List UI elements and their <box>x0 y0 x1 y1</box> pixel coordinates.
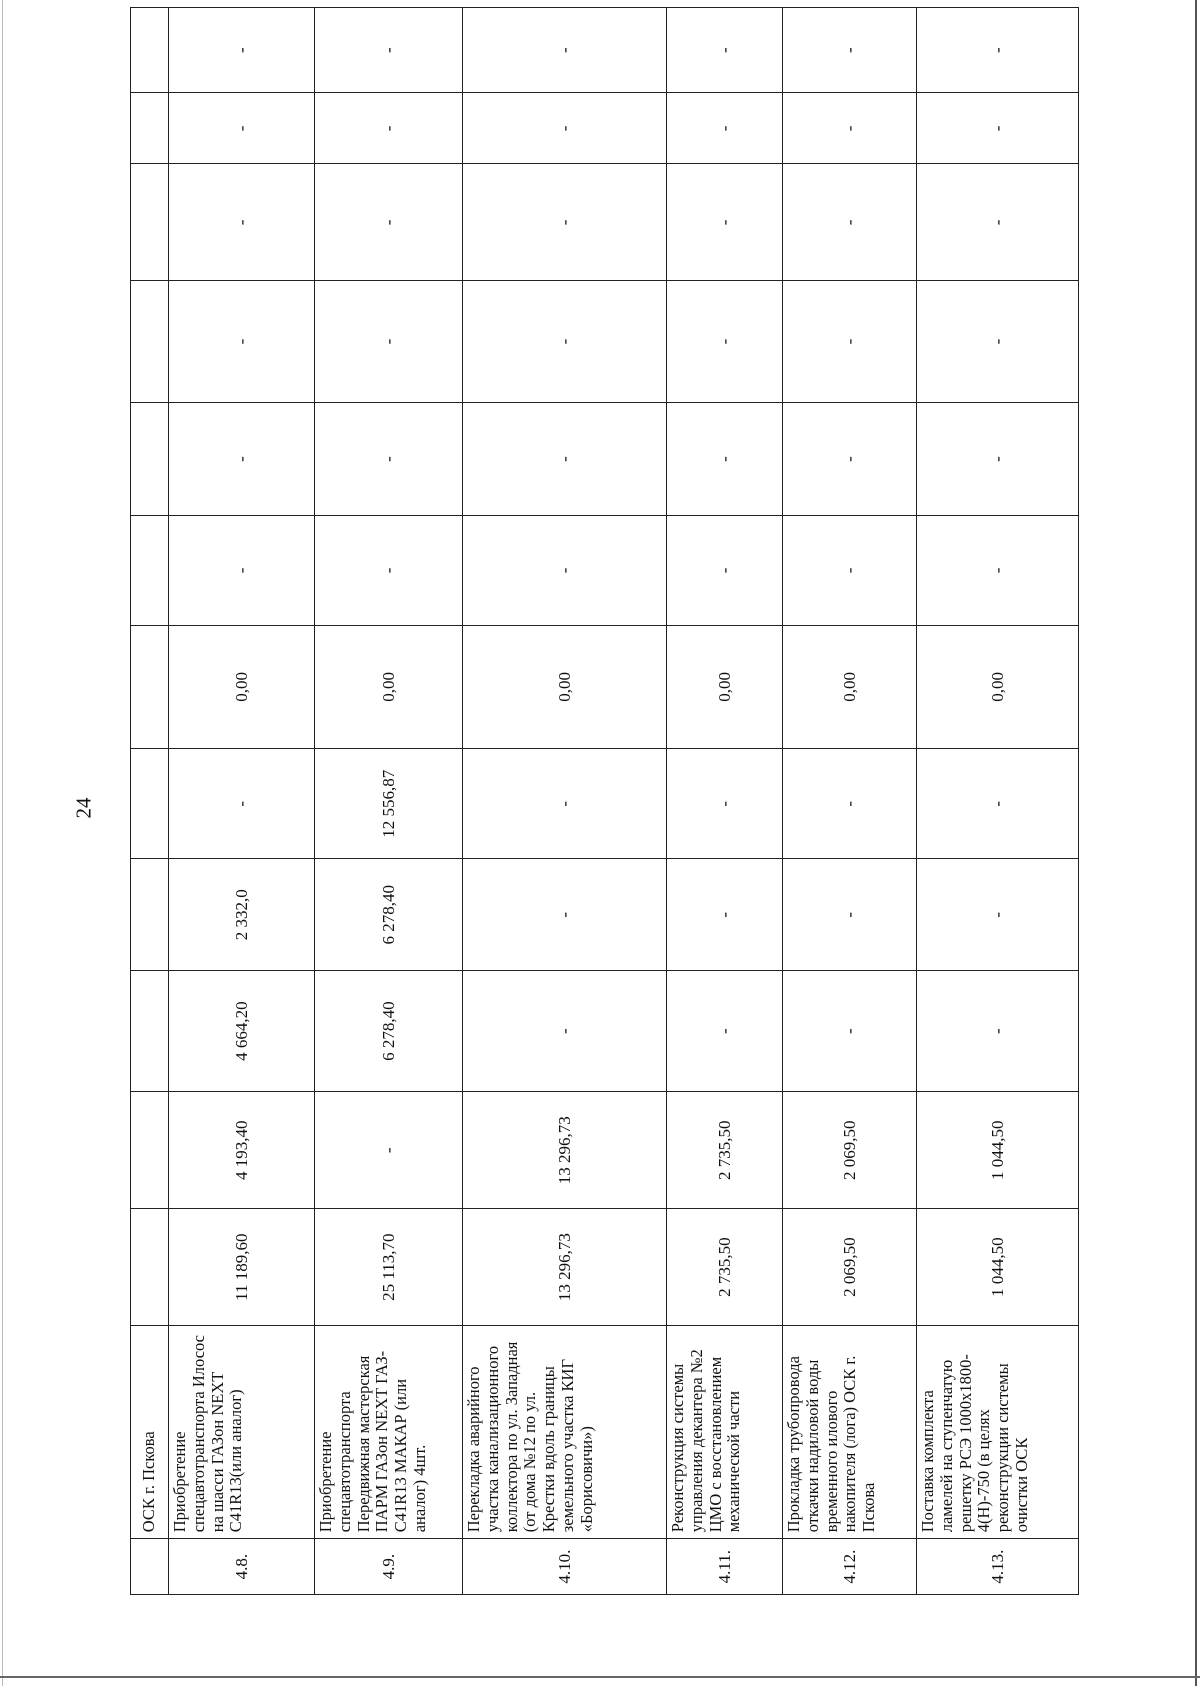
value-cell: - <box>917 8 1079 93</box>
value-cell: - <box>463 749 667 859</box>
value-cell: - <box>169 8 315 93</box>
value-cell: 13 296,73 <box>463 1209 667 1326</box>
table-row <box>917 8 1079 1595</box>
value-cell: - <box>315 402 463 516</box>
empty-cell <box>131 1092 169 1209</box>
empty-cell <box>131 402 169 516</box>
value-cell: 2 735,50 <box>667 1209 783 1326</box>
table-row <box>169 8 315 1595</box>
value-cell: - <box>169 749 315 859</box>
empty-cell <box>131 970 169 1091</box>
value-cell: - <box>463 970 667 1091</box>
row-number: 4.10. <box>463 1539 667 1595</box>
table-row <box>315 8 463 1595</box>
empty-cell <box>131 281 169 402</box>
section-num-cell <box>131 1539 169 1595</box>
row-number: 4.11. <box>667 1539 783 1595</box>
value-cell: - <box>783 402 917 516</box>
value-cell: - <box>783 749 917 859</box>
investment-program-table <box>130 7 1079 1595</box>
value-cell: 4 193,40 <box>169 1092 315 1209</box>
row-name: Приобретение спецавтотранспорта Илосос на шасси ГАЗон NEXT C41R13(или аналог) <box>169 1326 315 1539</box>
empty-cell <box>131 164 169 281</box>
value-cell: - <box>917 281 1079 402</box>
empty-cell <box>131 8 169 93</box>
value-cell: 25 113,70 <box>315 1209 463 1326</box>
value-cell: - <box>667 749 783 859</box>
empty-cell <box>131 859 169 970</box>
table-row <box>667 8 783 1595</box>
value-cell: - <box>917 402 1079 516</box>
value-cell: - <box>463 164 667 281</box>
value-cell: 2 332,0 <box>169 859 315 970</box>
row-number: 4.9. <box>315 1539 463 1595</box>
value-cell: - <box>463 859 667 970</box>
table-row <box>463 8 667 1595</box>
value-cell: - <box>783 164 917 281</box>
row-name: Поставка комплекта ламелей на ступенчатую решетку РСЭ 1000х1800-4(Н)-750 (в целях реконструкции системы очистки ОСК <box>917 1326 1079 1539</box>
empty-cell <box>131 749 169 859</box>
value-cell: - <box>667 859 783 970</box>
value-cell: 0,00 <box>667 625 783 749</box>
value-cell: - <box>783 8 917 93</box>
value-cell: 2 735,50 <box>667 1092 783 1209</box>
table-body <box>131 8 1079 1595</box>
value-cell: - <box>315 8 463 93</box>
value-cell: 0,00 <box>463 625 667 749</box>
empty-cell <box>131 625 169 749</box>
empty-cell <box>131 516 169 625</box>
scan-edge-bottom <box>0 1676 1200 1678</box>
value-cell: - <box>783 281 917 402</box>
row-name: Перекладка аварийного участка канализационного коллектора по ул. Западная (от дома №12 по ул. Крестки вдоль границы земельного участка КИГ «Борисовичи») <box>463 1326 667 1539</box>
value-cell: - <box>169 516 315 625</box>
value-cell: - <box>315 281 463 402</box>
row-name: Приобретение спецавтотранспорта Передвижная мастерская ПАРМ ГАЗон NEXT ГАЗ-C41R13 МАКАР (или аналог) 4шт. <box>315 1326 463 1539</box>
value-cell: 12 556,87 <box>315 749 463 859</box>
value-cell: - <box>917 749 1079 859</box>
value-cell: 0,00 <box>315 625 463 749</box>
empty-cell <box>131 93 169 164</box>
value-cell: - <box>783 970 917 1091</box>
scan-edge-right <box>1195 0 1197 1686</box>
row-name: Прокладка трубопровода откачки надиловой воды временного илового накопителя (лога) ОСК г. Пскова <box>783 1326 917 1539</box>
value-cell: 6 278,40 <box>315 859 463 970</box>
value-cell: - <box>917 516 1079 625</box>
value-cell: - <box>315 516 463 625</box>
value-cell: - <box>667 402 783 516</box>
value-cell: 1 044,50 <box>917 1209 1079 1326</box>
value-cell: - <box>667 516 783 625</box>
value-cell: 13 296,73 <box>463 1092 667 1209</box>
value-cell: - <box>463 93 667 164</box>
value-cell: - <box>169 402 315 516</box>
value-cell: 0,00 <box>917 625 1079 749</box>
value-cell: - <box>463 281 667 402</box>
value-cell: 2 069,50 <box>783 1092 917 1209</box>
value-cell: - <box>463 516 667 625</box>
value-cell: - <box>667 93 783 164</box>
value-cell: - <box>169 93 315 164</box>
table-row <box>783 8 917 1595</box>
value-cell: - <box>463 8 667 93</box>
value-cell: - <box>783 516 917 625</box>
value-cell: 11 189,60 <box>169 1209 315 1326</box>
rotated-table-container <box>130 7 1078 1595</box>
value-cell: 0,00 <box>783 625 917 749</box>
value-cell: - <box>917 164 1079 281</box>
row-name: Реконструкция системы управления декантера №2 ЦМО с восстановлением механической части <box>667 1326 783 1539</box>
value-cell: - <box>667 281 783 402</box>
value-cell: 4 664,20 <box>169 970 315 1091</box>
value-cell: - <box>667 8 783 93</box>
value-cell: - <box>463 402 667 516</box>
value-cell: 2 069,50 <box>783 1209 917 1326</box>
row-number: 4.8. <box>169 1539 315 1595</box>
row-number: 4.13. <box>917 1539 1079 1595</box>
empty-cell <box>131 1209 169 1326</box>
section-title: ОСК г. Пскова <box>131 1326 169 1539</box>
value-cell: - <box>917 93 1079 164</box>
value-cell: - <box>783 93 917 164</box>
value-cell: - <box>315 1092 463 1209</box>
value-cell: - <box>667 970 783 1091</box>
value-cell: - <box>917 970 1079 1091</box>
value-cell: - <box>315 164 463 281</box>
value-cell: 0,00 <box>169 625 315 749</box>
value-cell: - <box>783 859 917 970</box>
value-cell: - <box>917 859 1079 970</box>
value-cell: - <box>315 93 463 164</box>
value-cell: 1 044,50 <box>917 1092 1079 1209</box>
section-row <box>131 8 169 1595</box>
value-cell: - <box>169 281 315 402</box>
scan-edge-left <box>2 0 3 1686</box>
value-cell: - <box>667 164 783 281</box>
value-cell: - <box>169 164 315 281</box>
page-number: 24 <box>71 797 96 819</box>
row-number: 4.12. <box>783 1539 917 1595</box>
value-cell: 6 278,40 <box>315 970 463 1091</box>
